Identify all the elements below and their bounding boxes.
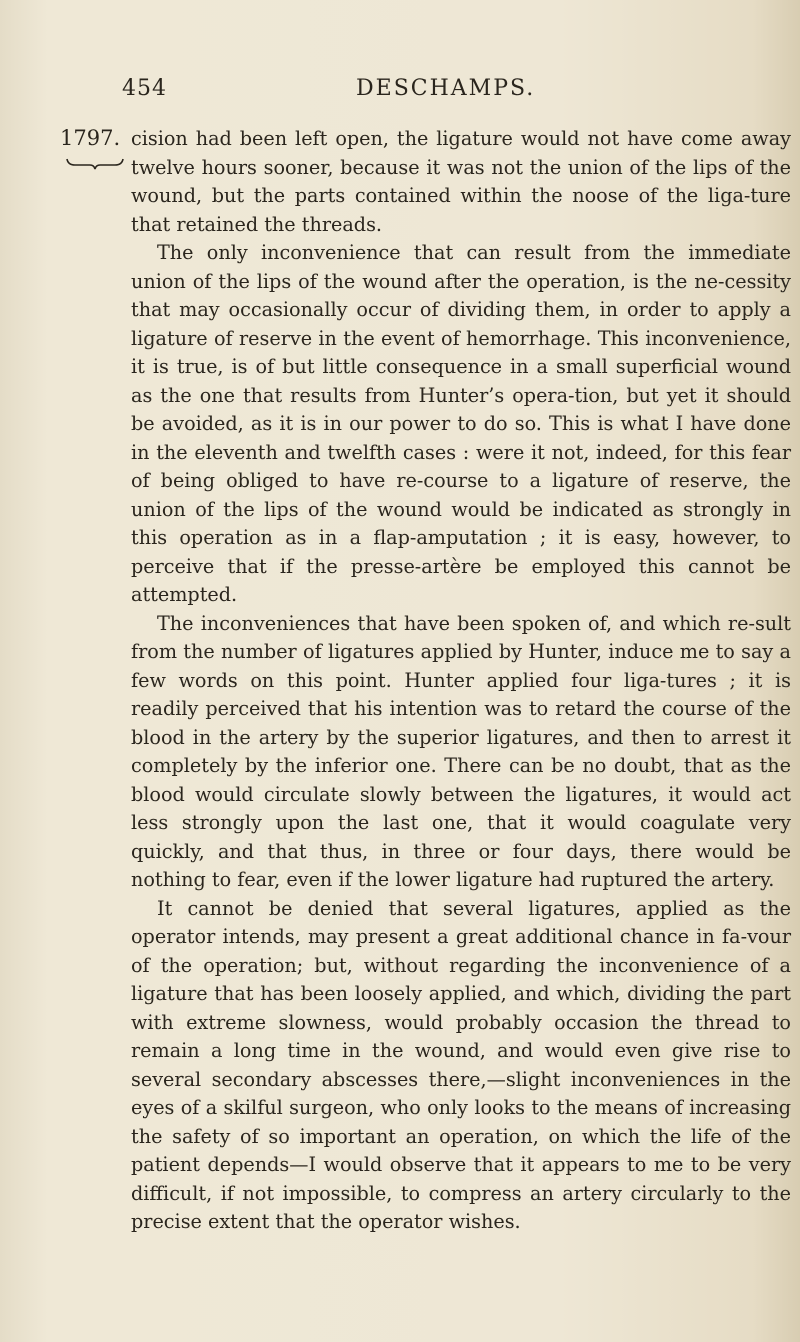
paragraph: The inconveniences that have been spoken of, and which re-sult from the number of ligatures applied by Hunter, induce me to say a few words on this point. Hunter applied four liga-tures ; it is readily perceived that his intention was to retard the course of the blood in the artery by the superior ligatures, and then to arrest it completely by the inferior one. There can be no doubt, that as the blood would circulate slowly between the ligatures, it would act less strongly upon the last one, that it would coagulate very quickly, and that thus, in three or four days, there would be nothing to fear, even if the lower ligature had ruptured the artery. <box>131 611 791 891</box>
margin-year-note: 1797. <box>60 126 121 150</box>
running-head: DESCHAMPS. <box>356 76 536 101</box>
page-number: 454 <box>122 76 167 101</box>
margin-brace-icon <box>66 156 124 170</box>
page-header <box>0 76 800 106</box>
body-text <box>131 125 791 1237</box>
paragraph: It cannot be denied that several ligatures, applied as the operator intends, may present a great additional chance in fa-vour of the operation; but, without regarding the inconvenience of a ligature that has been loosely applied, and which, dividing the part with extreme slowness, would probably occasion the thread to remain a long time in the wound, and would even give rise to several secondary abscesses there,—slight inconveniences in the eyes of a skilful surgeon, who only looks to the means of increasing the safety of so important an operation, on which the life of the patient depends—I would observe that it appears to me to be very difficult, if not impossible, to compress an artery circularly to the precise extent that the operator wishes. <box>131 896 791 1233</box>
paragraph: The only inconvenience that can result from the immediate union of the lips of the wound after the operation, is the ne-cessity that may occasionally occur of dividing them, in order to apply a ligature of reserve in the event of hemorrhage. This inconvenience, it is true, is of but little consequence in a small superficial wound as the one that results from Hunter’s opera-tion, but yet it should be avoided, as it is in our power to do so. This is what I have done in the eleventh and twelfth cases : were it not, indeed, for this fear of being obliged to have re-course to a ligature of reserve, the union of the lips of the wound would be indicated as strongly in this operation as in a flap-amputation ; it is easy, however, to perceive that if the presse-artère be employed this cannot be attempted. <box>131 241 791 606</box>
paragraph-continued: cision had been left open, the ligature would not have come away twelve hours sooner, because it was not the union of the lips of the wound, but the parts contained within the noose of the liga-ture that retained the threads. <box>131 127 791 236</box>
